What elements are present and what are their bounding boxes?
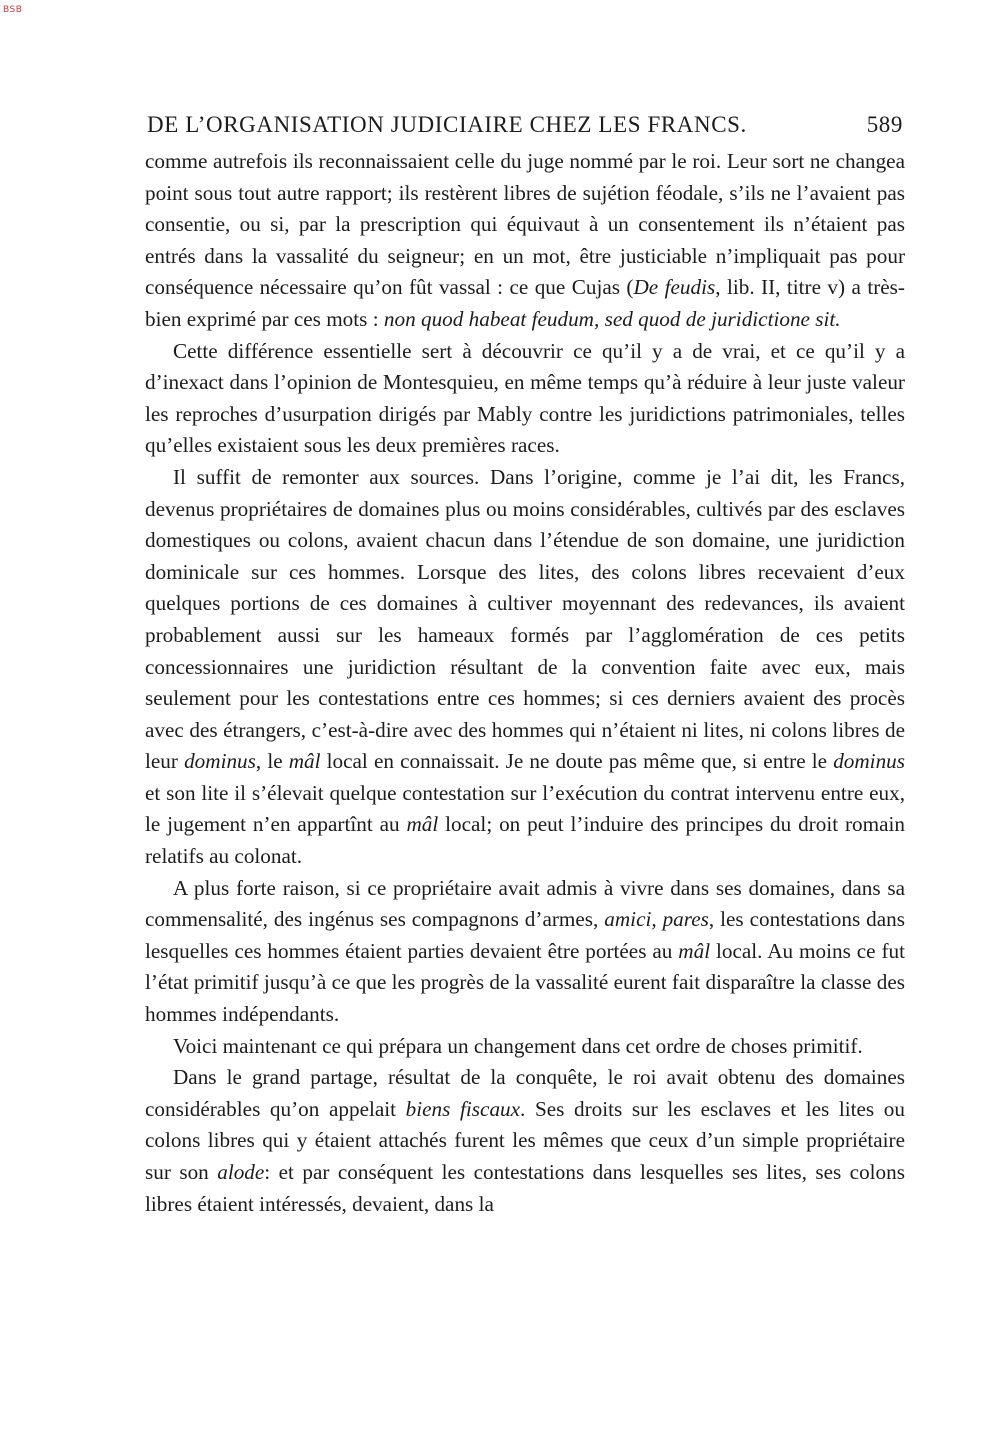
text-run: Dans le grand partage, résultat de la conquête, le roi avait obtenu des domaines considérables qu’on appelait <box>145 1065 905 1121</box>
text-run: , lib. II, titre v) a très-bien exprimé par ces mots : <box>145 275 905 331</box>
text-run: : et par conséquent les contestations dans lesquelles ses lites, ses colons libres étaient intéressés, devaient, dans la <box>145 1160 905 1216</box>
text-run: comme autrefois ils reconnaissaient celle du juge nommé par le roi. Leur sort ne changea point sous tout autre rapport; ils restèrent libres de sujétion féodale, s’ils ne l’avaient pas consentie, ou si, par la prescription qui équivaut à un consentement ils n’étaient pas entrés dans la vassalité du seigneur; en un mot, être justiciable n’impliquait pas pour conséquence nécessaire qu’on fût vassal : ce que Cujas ( <box>145 149 905 300</box>
body-text <box>145 146 905 1220</box>
text-run: , le <box>255 749 289 774</box>
italic-text: dominus <box>833 749 905 774</box>
library-watermark: BSB <box>3 5 23 15</box>
paragraph <box>145 1031 905 1063</box>
text-run: . Ses droits sur les esclaves et les lites ou colons libres qui y étaient attachés furent les mêmes que ceux d’un simple propriétaire sur son <box>145 1096 905 1184</box>
italic-text: De feudis <box>633 275 716 300</box>
italic-text: mâl <box>678 938 711 963</box>
paragraph <box>145 873 905 1031</box>
paragraph <box>145 336 905 462</box>
text-run: local en connaissait. Je ne doute pas même que, si entre le <box>320 749 834 774</box>
book-page <box>145 112 905 1220</box>
italic-text: dominus <box>184 749 256 774</box>
italic-text: alode <box>217 1160 265 1184</box>
text-run: et son lite il s’élevait quelque contestation sur l’exécution du contrat intervenu entre eux, le jugement n’en appartînt au <box>145 780 905 837</box>
italic-text: mâl <box>406 812 439 837</box>
italic-text: biens fiscaux <box>405 1096 521 1121</box>
text-run: Voici maintenant ce qui prépara un changement dans cet ordre de choses primitif. <box>173 1033 863 1058</box>
italic-text: amici, pares <box>604 907 709 932</box>
chapter-title: DE L’ORGANISATION JUDICIAIRE CHEZ LES FRANCS. <box>147 112 747 137</box>
page-number: 589 <box>866 112 903 137</box>
text-run: A plus forte raison, si ce propriétaire avait admis à vivre dans ses domaines, dans sa commensalité, des ingénus ses compagnons d’armes, <box>145 875 905 932</box>
text-run: , les contestations dans lesquelles ces hommes étaient parties devaient être portées au <box>145 907 905 963</box>
paragraph <box>145 146 905 336</box>
text-run: Il suffit de remonter aux sources. Dans l’origine, comme je l’ai dit, les Francs, devenus propriétaires de domaines plus ou moins considérables, cultivés par des esclaves domestiques ou colons, avaient chacun dans l’étendue de son domaine, une juridiction dominicale sur ces hommes. Lorsque des lites, des colons libres recevaient d’eux quelques portions de ces domaines à cultiver moyennant des redevances, ils avaient probablement aussi sur les hameaux formés par l’agglomération de ces petits concessionnaires une juridiction résultant de la convention faite avec eux, mais seulement pour les contestations entre ces hommes; si ces derniers avaient des procès avec des étrangers, c’est-à-dire avec des hommes qui n’étaient ni lites, ni colons libres de leur <box>145 464 905 774</box>
text-run: local. Au moins ce fut l’état primitif jusqu’à ce que les progrès de la vassalité eurent fait disparaître la classe des hommes indépendants. <box>145 938 906 1027</box>
paragraph <box>145 462 905 873</box>
text-run: Cette différence essentielle sert à découvrir ce qu’il y a de vrai, et ce qu’il y a d’inexact dans l’opinion de Montesquieu, en même temps qu’à réduire à leur juste valeur les reproches d’usurpation dirigés par Mably contre les juridictions patrimoniales, telles qu’elles existaient sous les deux premières races. <box>145 338 905 458</box>
text-run: local; on peut l’induire des principes du droit romain relatifs au colonat. <box>145 812 905 869</box>
paragraph <box>145 1062 905 1220</box>
italic-text: non quod habeat feudum, sed quod de juridictione sit. <box>383 306 841 331</box>
italic-text: mâl <box>288 749 321 774</box>
running-head <box>145 112 905 146</box>
